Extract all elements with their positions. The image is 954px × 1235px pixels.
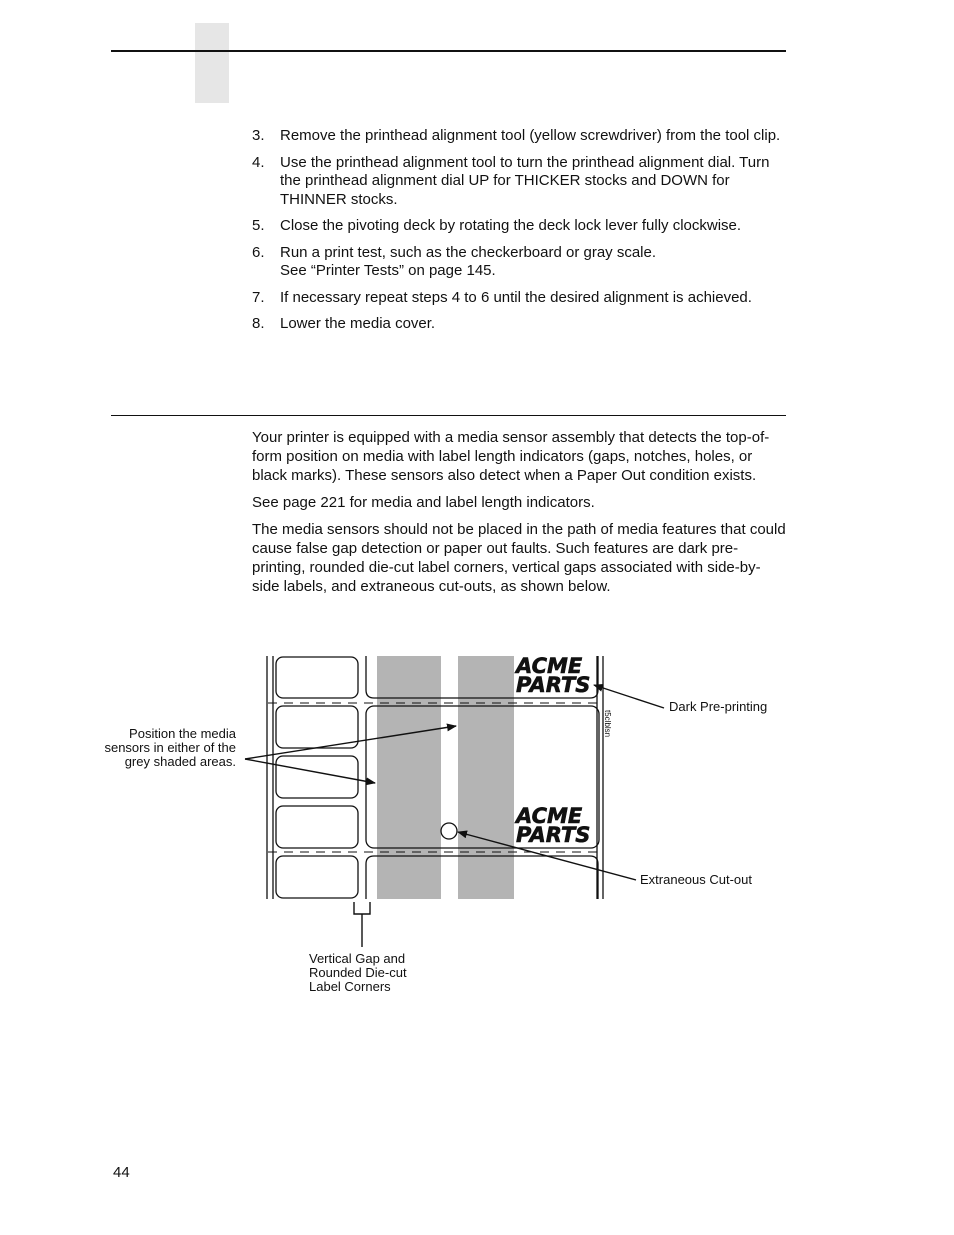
- step-item: 6. Run a print test, such as the checkerboard or gray scale. See “Printer Tests” on page 145.: [252, 244, 792, 281]
- step-item: 8. Lower the media cover.: [252, 315, 436, 332]
- cross-reference: See “Printer Tests” on page 145.: [280, 262, 496, 279]
- paragraph: The media sensors should not be placed in the path of media features that could cause false gap detection or paper out faults. Such features are dark pre-printing, rounded die-cut label corners, vertical gaps associated with side-by-side labels, and extraneous cut-outs, as shown below.: [252, 521, 786, 595]
- section-body: [252, 428, 787, 604]
- section-rule: [111, 415, 786, 416]
- label-diagram: [0, 640, 954, 1010]
- arrow-dark-preprint: [594, 685, 664, 708]
- step-item: 5. Close the pivoting deck by rotating the deck lock lever fully clockwise.: [252, 217, 742, 234]
- sensor-area-left: [377, 656, 441, 899]
- sensor-position-label: Position the media sensors in either of the grey shaded areas.: [104, 726, 236, 769]
- step-item: 4. Use the printhead alignment tool to turn the printhead alignment dial. Turn the printhead alignment dial UP for THICKER stocks and DOWN for THINNER stocks.: [252, 153, 770, 208]
- procedure-steps: [252, 127, 792, 342]
- media-sensor-figure: [0, 640, 954, 1010]
- logo-top-line2: PARTS: [516, 673, 591, 697]
- dark-preprinting-label: Dark Pre-printing: [669, 699, 768, 714]
- sensor-area-right: [458, 656, 514, 899]
- chapter-tab: [195, 23, 229, 103]
- logo-top-line1: ACME: [516, 654, 583, 678]
- gap-bracket: [354, 902, 370, 947]
- logo-bottom-line1: ACME: [516, 804, 583, 828]
- vertical-gap-label: Vertical Gap and Rounded Die-cut Label Corners: [309, 951, 407, 994]
- step-item: 3. Remove the printhead alignment tool (yellow screwdriver) from the tool clip.: [252, 127, 781, 144]
- arrow-to-left-area: [245, 759, 375, 783]
- figure-code: t5clblsn: [603, 710, 612, 738]
- logo-bottom-line2: PARTS: [516, 823, 591, 847]
- paragraph: Your printer is equipped with a media sensor assembly that detects the top-of-form position on media with label length indicators (gaps, notches, holes, or black marks). These sensors also detect when a Paper Out condition exists.: [252, 429, 770, 484]
- extraneous-cutout-label: Extraneous Cut-out: [640, 872, 753, 887]
- step-item: 7. If necessary repeat steps 4 to 6 until the desired alignment is achieved.: [252, 288, 752, 306]
- cutout-hole: [441, 823, 457, 839]
- header-rule: [111, 50, 786, 52]
- page-number: 44: [113, 1164, 130, 1181]
- paragraph: See page 221 for media and label length indicators.: [252, 494, 595, 511]
